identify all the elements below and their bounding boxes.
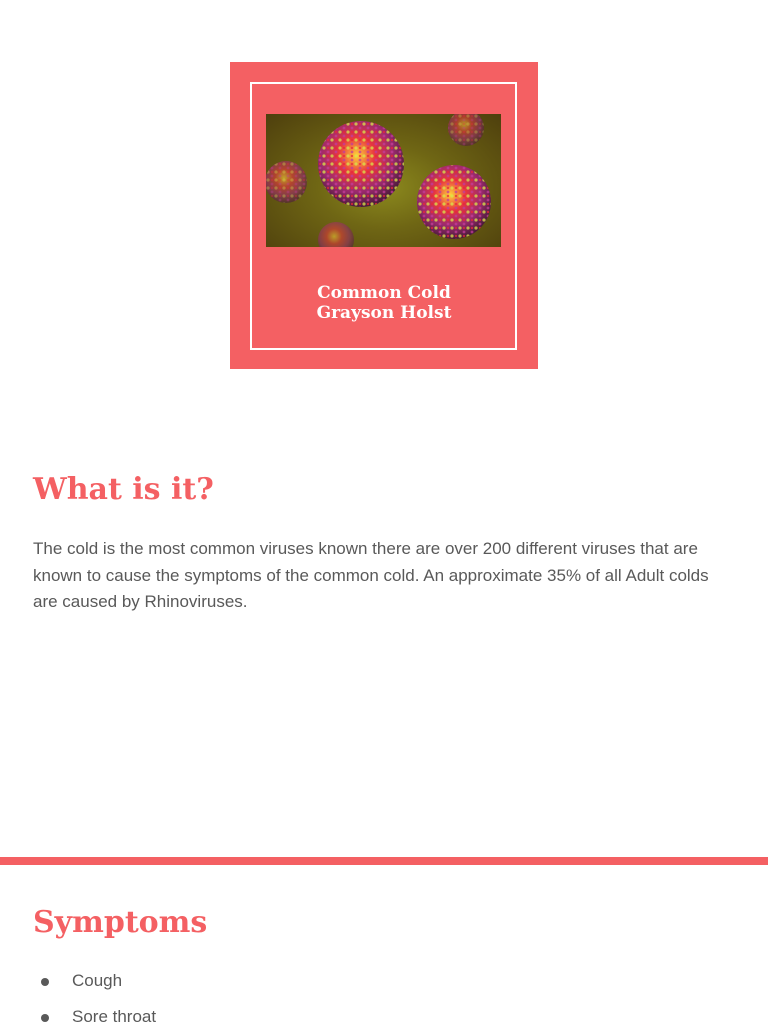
cover-author: Grayson Holst [316, 303, 452, 323]
symptoms-heading: Symptoms [33, 905, 208, 940]
list-item [0, 966, 768, 1002]
cover-card [230, 62, 538, 369]
symptom-text: Cough [72, 971, 123, 990]
list-item [0, 1002, 768, 1024]
bullet-icon [41, 1014, 49, 1022]
virus-image [266, 114, 501, 247]
symptom-text: Sore throat [72, 1007, 157, 1024]
bullet-icon [41, 978, 49, 986]
cover-title-line1: Common Cold [317, 283, 451, 303]
cover-title [230, 283, 538, 323]
symptoms-list [0, 966, 768, 1024]
section-divider [0, 857, 768, 865]
what-is-it-heading: What is it? [33, 472, 214, 507]
what-is-it-paragraph: The cold is the most common viruses known there are over 200 different viruses that are known to cause the symptoms of the common cold. An approximate 35% of all Adult colds are caused by Rhinoviruses. [33, 539, 709, 611]
